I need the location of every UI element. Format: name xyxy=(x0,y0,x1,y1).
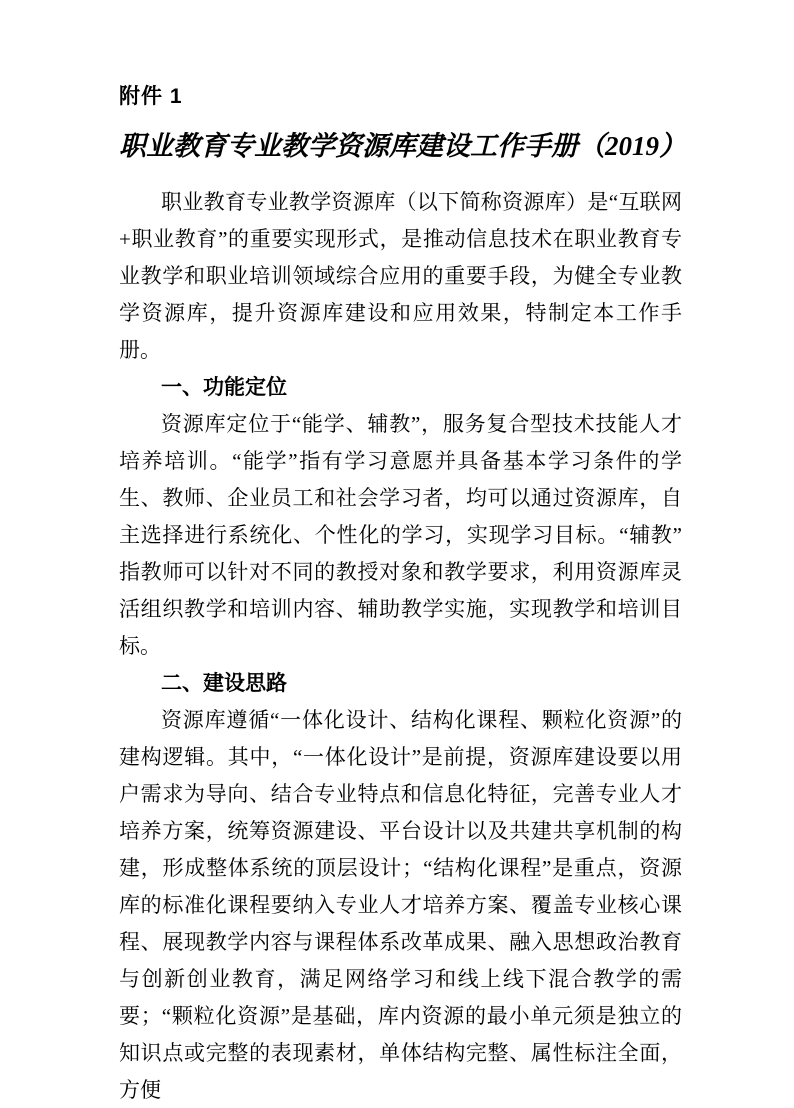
document-body xyxy=(119,184,682,1108)
document-title: 职业教育专业教学资源库建设工作手册（2019） xyxy=(119,131,686,161)
section-1-heading: 一、功能定位 xyxy=(161,376,287,400)
paragraph-intro: 职业教育专业教学资源库（以下简称资源库）是“互联网+职业教育”的重要实现形式，是推动信息技术在职业教育专业教学和职业培训领域综合应用的重要手段，为健全专业教学资源库，提升资源库建设和应用效果，特制定本工作手册。 xyxy=(119,190,682,363)
section-2-heading: 二、建设思路 xyxy=(161,672,287,696)
section-2-paragraph: 资源库遵循“一体化设计、结构化课程、颗粒化资源”的建构逻辑。其中，“一体化设计”是前提，资源库建设要以用户需求为导向、结合专业特点和信息化特征，完善专业人才培养方案，统筹资源建设、平台设计以及共建共享机制的构建，形成整体系统的顶层设计；“结构化课程”是重点，资源库的标准化课程要纳入专业人才培养方案、覆盖专业核心课程、展现教学内容与课程体系改革成果、融入思想政治教育与创新创业教育，满足网络学习和线上线下混合教学的需要；“颗粒化资源”是基础，库内资源的最小单元须是独立的知识点或完整的表现素材，单体结构完整、属性标注全面，方便 xyxy=(119,708,682,1103)
section-1-paragraph: 资源库定位于“能学、辅教”，服务复合型技术技能人才培养培训。“能学”指有学习意愿并具备基本学习条件的学生、教师、企业员工和社会学习者，均可以通过资源库，自主选择进行系统化、个性化的学习，实现学习目标。“辅教”指教师可以针对不同的教授对象和教学要求，利用资源库灵活组织教学和培训内容、辅助教学实施，实现教学和培训目标。 xyxy=(119,412,682,659)
attachment-label: 附件 1 xyxy=(119,85,183,108)
